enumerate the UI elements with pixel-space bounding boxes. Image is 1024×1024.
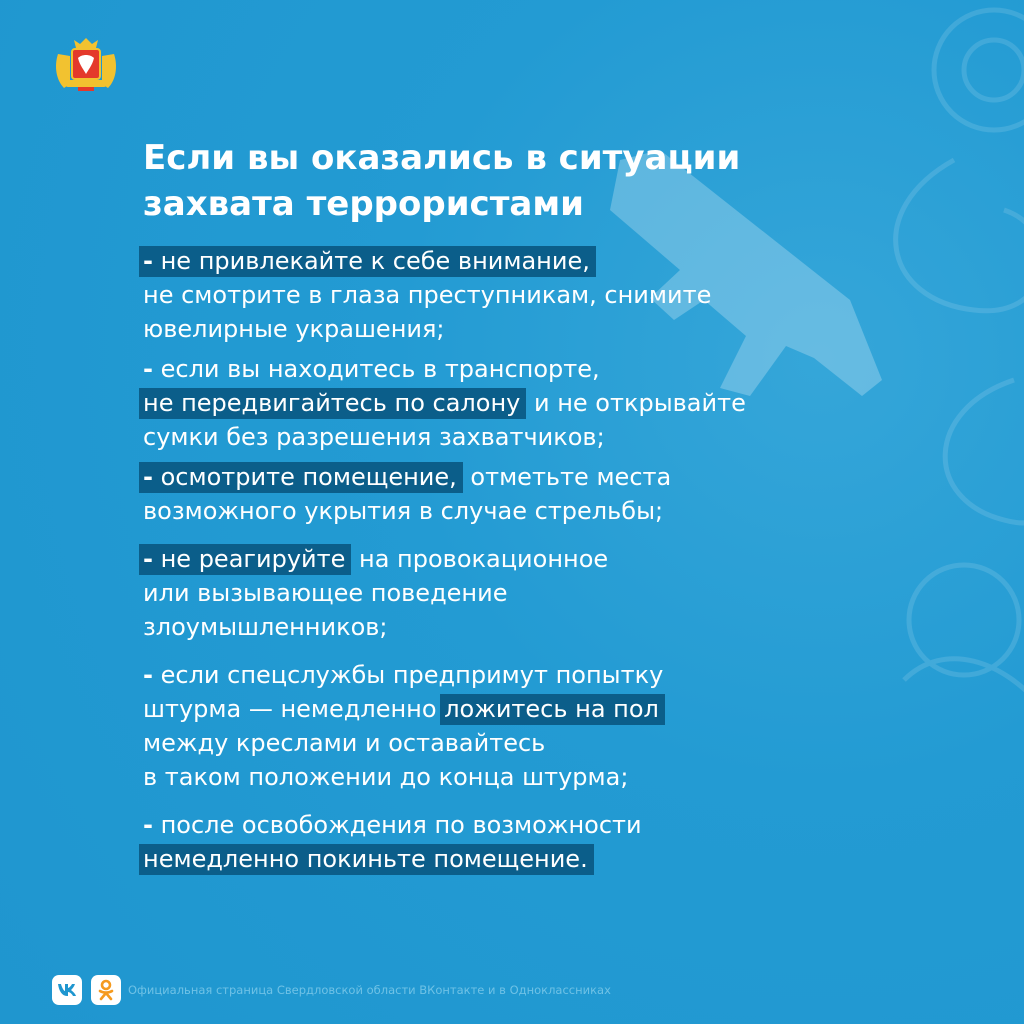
list-item: - если спецслужбы предпримут попытку штурма — немедленно ложитесь на пол между креслами и оставайтесь в таком положении до конца штурма; xyxy=(143,661,664,791)
item-text: и не открывайте xyxy=(533,389,746,417)
list-item xyxy=(143,460,903,528)
item-text: злоумышленников; xyxy=(143,613,388,641)
odnoklassniki-link[interactable] xyxy=(91,975,121,1005)
coat-of-arms-icon xyxy=(52,36,120,92)
footer-caption: Официальная страница Свердловской области ВКонтакте и в Одноклассниках xyxy=(128,983,611,997)
vk-link[interactable] xyxy=(52,975,82,1005)
item-text: сумки без разрешения захватчиков; xyxy=(143,423,605,451)
highlighted-phrase: - осмотрите помещение, xyxy=(139,462,463,493)
title-line-2: захвата террористами xyxy=(143,184,584,224)
list-item xyxy=(143,542,903,644)
list-item: - если вы находитесь в транспорте, не передвигайтесь по салону и не открывайте сумки без разрешения захватчиков; xyxy=(143,352,903,454)
item-text: между креслами и оставайтесь xyxy=(143,729,546,757)
page-title xyxy=(143,135,863,227)
odnoklassniki-icon xyxy=(98,979,114,1001)
list-item: - после освобождения по возможности немедленно покиньте помещение. xyxy=(143,808,903,876)
item-text: отметьте места xyxy=(470,463,672,491)
highlighted-phrase: - не привлекайте к себе внимание, xyxy=(139,246,596,277)
item-text: или вызывающее поведение xyxy=(143,579,508,607)
item-text: ювелирные украшения; xyxy=(143,315,445,343)
instructions-list xyxy=(143,244,903,876)
item-text: на провокационное xyxy=(359,545,609,573)
item-text: в таком положении до конца штурма; xyxy=(143,763,629,791)
highlighted-phrase: ложитесь на пол xyxy=(440,694,665,725)
highlighted-phrase: не передвигайтесь по салону xyxy=(139,388,526,419)
footer xyxy=(52,974,611,1006)
title-line-1: Если вы оказались в ситуации xyxy=(143,138,741,178)
item-text: если вы находитесь в транспорте, xyxy=(160,355,600,383)
item-text: не смотрите в глаза преступникам, снимите xyxy=(143,281,712,309)
item-text: штурма — немедленно xyxy=(143,695,437,723)
highlighted-phrase: - не реагируйте xyxy=(139,544,351,575)
list-item xyxy=(143,244,903,346)
item-text: после освобождения по возможности xyxy=(160,811,642,839)
item-text: если спецслужбы предпримут попытку xyxy=(160,661,664,689)
vk-icon xyxy=(57,983,77,997)
item-text: возможного укрытия в случае стрельбы; xyxy=(143,497,664,525)
highlighted-phrase: немедленно покиньте помещение. xyxy=(139,844,594,875)
